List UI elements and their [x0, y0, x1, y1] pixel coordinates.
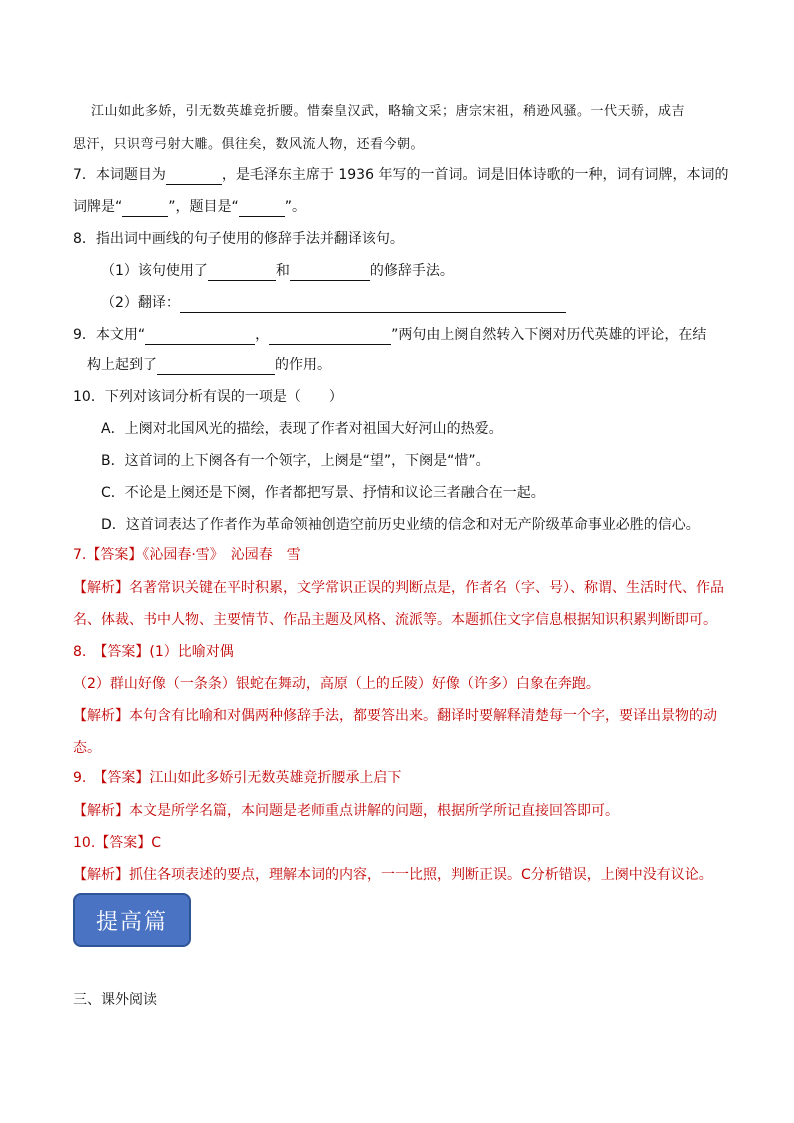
- q9-blank-function[interactable]: [157, 359, 275, 375]
- answer-8-part-1: 8. 【答案】(1）比喻对偶: [73, 644, 234, 660]
- analysis-8-line-1: 【解析】本句含有比喻和对偶两种修辞手法，都要答出来。翻译时要解释清楚每一个字，要译出景物的动: [73, 708, 717, 724]
- analysis-10: 【解析】抓住各项表述的要点，理解本词的内容，一一比照，判断正误。C分析错误，上阕中没有议论。: [73, 867, 713, 883]
- q7-text-b: ，是毛泽东主席于 1936 年写的一首词。词是旧体诗歌的一种，词有词牌，本词的: [221, 167, 729, 183]
- q7-blank-topic[interactable]: [239, 201, 285, 217]
- analysis-9: 【解析】本文是所学名篇，本问题是老师重点讲解的问题，根据所学所记直接回答即可。: [73, 803, 619, 819]
- q8-1-text-c: 的修辞手法。: [369, 263, 454, 279]
- q7-text-a: 7．本词题目为: [73, 167, 166, 183]
- q7-text-e: ”。: [284, 199, 307, 215]
- question-9-line-1: [73, 325, 706, 345]
- answer-8-part-2: （2）群山好像（一条条）银蛇在舞动，高原（上的丘陵）好像（许多）白象在奔跑。: [73, 676, 600, 692]
- poem-line-2: 思汗，只识弯弓射大雕。俱往矣，数风流人物，还看今朝。: [73, 137, 425, 152]
- q9-text-c: ”两句由上阕自然转入下阕对历代英雄的评论，在结: [391, 327, 707, 343]
- q7-text-d: ”，题目是“: [168, 199, 239, 215]
- question-7-line-1: [73, 165, 728, 185]
- analysis-7-line-1: 【解析】名著常识关键在平时积累，文学常识正误的判断点是，作者名（字、号）、称谓、生活时代、作品: [73, 580, 724, 596]
- q8-blank-device-2[interactable]: [290, 265, 370, 281]
- q8-1-text-b: 和: [275, 263, 290, 279]
- question-7-line-2: [73, 197, 306, 217]
- answer-7: 7.【答案】《沁园春·雪》 沁园春 雪: [73, 547, 301, 563]
- q7-blank-cipai[interactable]: [122, 201, 168, 217]
- q9-text-b: ，: [255, 327, 270, 343]
- question-8-part-1: [101, 261, 454, 281]
- analysis-8-line-2: 态。: [73, 740, 101, 756]
- question-9-line-2: [87, 355, 331, 375]
- q8-blank-device-1[interactable]: [208, 265, 276, 281]
- question-8: 8．指出词中画线的句子使用的修辞手法并翻译该句。: [73, 231, 404, 247]
- section-heading-extracurricular: 三、课外阅读: [73, 992, 157, 1008]
- q7-blank-title[interactable]: [166, 169, 222, 185]
- q8-1-text-a: （1）该句使用了: [101, 263, 208, 279]
- analysis-7-line-2: 名、体裁、书中人物、主要情节、作品主题及风格、流派等。本题抓住文字信息根据知识积累判断即可。: [73, 612, 717, 628]
- question-10: 10．下列对该词分析有误的一项是（ ）: [73, 389, 343, 405]
- question-10-option-d: D．这首词表达了作者作为革命领袖创造空前历史业绩的信念和对无产阶级革命事业必胜的信心。: [101, 517, 700, 533]
- q8-blank-translation[interactable]: [180, 297, 566, 313]
- answer-10: 10.【答案】C: [73, 835, 162, 851]
- question-10-option-b: B．这首词的上下阕各有一个领字，上阕是“望”，下阕是“惜”。: [101, 453, 490, 469]
- q9-text-a: 9．本文用“: [73, 327, 146, 343]
- q9-blank-line-2[interactable]: [269, 329, 391, 345]
- q9-text-d: 构上起到了: [87, 357, 157, 373]
- q7-text-c: 词牌是“: [73, 199, 123, 215]
- advanced-section-button[interactable]: 提高篇: [73, 893, 191, 947]
- question-10-option-c: C．不论是上阕还是下阕，作者都把写景、抒情和议论三者融合在一起。: [101, 485, 545, 501]
- poem-line-1: 江山如此多娇，引无数英雄竞折腰。惜秦皇汉武，略输文采；唐宗宋祖，稍逊风骚。一代天骄，成吉: [91, 104, 686, 119]
- question-8-part-2: [101, 293, 566, 313]
- question-10-option-a: A．上阕对北国风光的描绘，表现了作者对祖国大好河山的热爱。: [101, 421, 503, 437]
- q9-blank-line-1[interactable]: [145, 329, 255, 345]
- answer-9: 9. 【答案】江山如此多娇引无数英雄竞折腰承上启下: [73, 770, 402, 786]
- q9-text-e: 的作用。: [275, 357, 331, 373]
- q8-2-text-a: （2）翻译：: [101, 295, 180, 311]
